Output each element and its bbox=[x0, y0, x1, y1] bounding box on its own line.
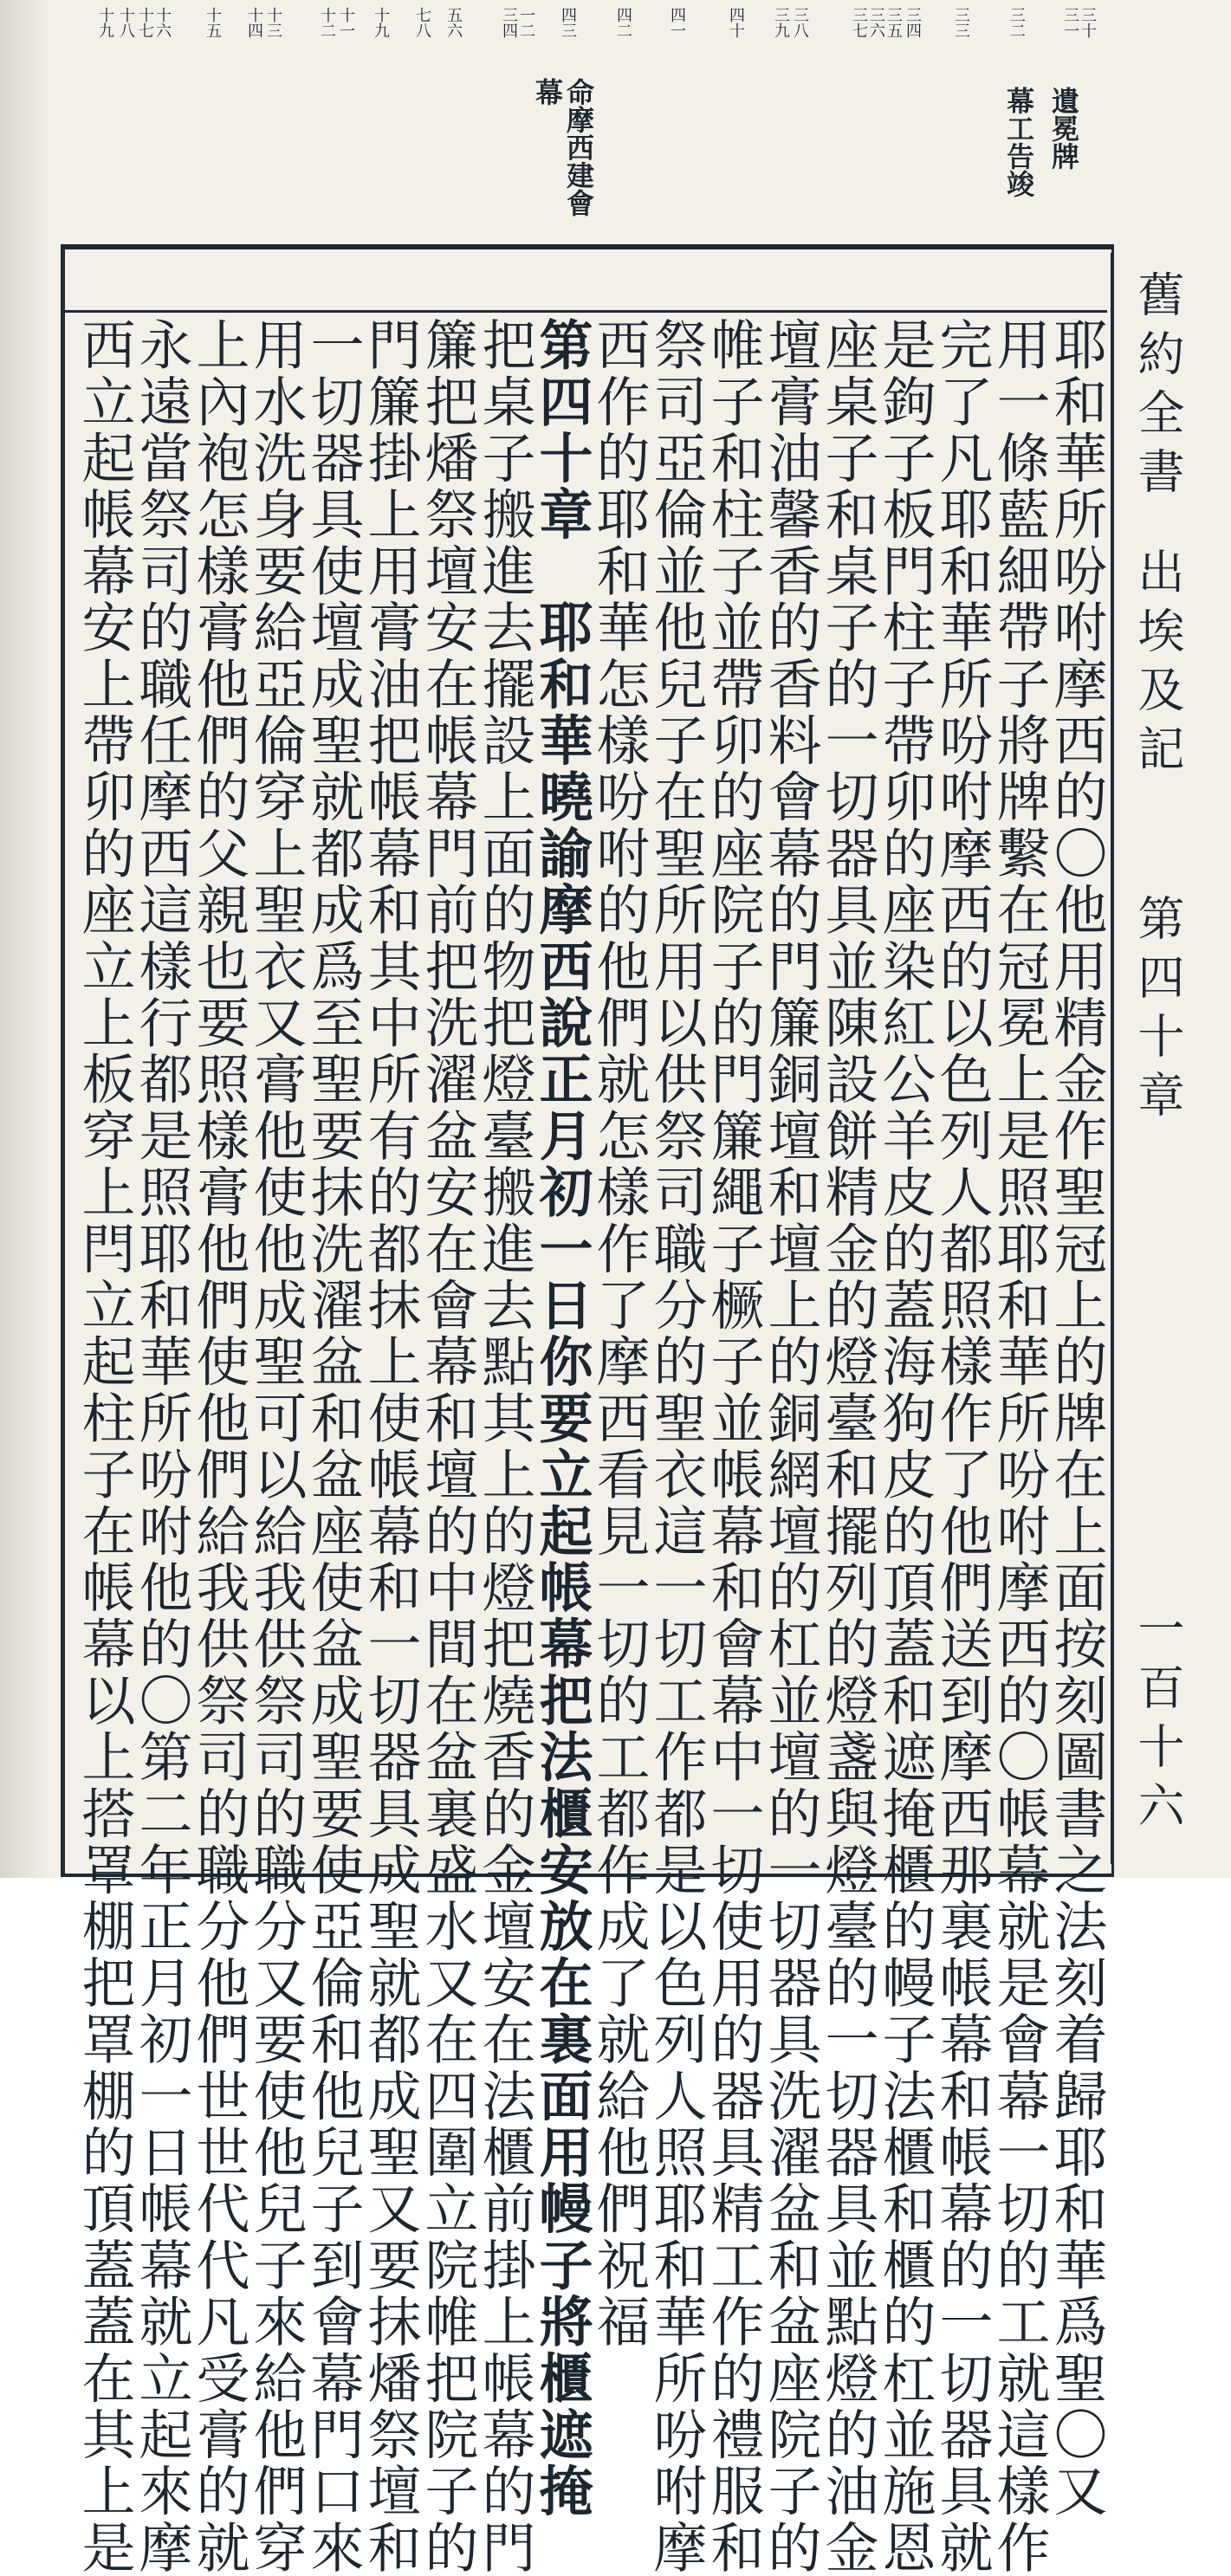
top-note-2: 幕工告竣 bbox=[1002, 87, 1035, 197]
text-column: 座桌子和桌子的一切器具並陳設餅精金的燈臺和擺列的燈盞與燈臺的一切器具並點燈的油金 bbox=[816, 317, 879, 2576]
verse-number: 一二 bbox=[517, 7, 535, 38]
verse-number-strip bbox=[65, 249, 1107, 313]
verse-number: 十一 bbox=[337, 7, 355, 38]
book-title: 舊約全書 bbox=[1131, 270, 1185, 506]
page-number: 一百十六 bbox=[1131, 1604, 1185, 1840]
verse-number: 三十 bbox=[1079, 7, 1097, 38]
text-column: 簾把燔祭壇安在帳幕門前把洗濯盆安在會幕和壇的中間在盆裏盛水又在四圍立院帷把院子的 bbox=[416, 317, 479, 2576]
verse-number: 五六 bbox=[444, 7, 463, 38]
text-column: 用一條藍細帶子將牌繫在冠冕上是照耶和華所吩咐摩西的〇帳幕就是會幕一切的工就這樣作 bbox=[988, 317, 1051, 2576]
running-header bbox=[1111, 253, 1208, 1864]
text-column: 西作的耶和華怎樣吩咐的他們就怎樣作了摩西看見一切的工都作成了就給他們祝福 bbox=[587, 317, 651, 2351]
text-column: 祭司亞倫並他兒子在聖所用以供祭司職分的聖衣這一切工作都是以色列人照耶和華所吩咐摩 bbox=[645, 317, 708, 2576]
verse-number: 三六 bbox=[867, 7, 885, 38]
verse-number: 三二 bbox=[1007, 7, 1026, 38]
verse-number: 三七 bbox=[850, 7, 868, 38]
text-column: 完了凡耶和華所吩咐摩西的以色列人都照樣作了他們送到摩西那裏帳幕和帳幕的一切器具就 bbox=[930, 317, 994, 2576]
verse-number: 三八 bbox=[791, 7, 809, 38]
body-text bbox=[73, 317, 1108, 2576]
verse-number: 四三 bbox=[559, 7, 577, 38]
verse-number: 三五 bbox=[884, 7, 903, 38]
text-column: 門簾掛上用膏油把帳幕和其中所有的都抹上使帳幕和一切器具成聖就都成聖又要抹燔祭壇和 bbox=[359, 317, 422, 2576]
text-column: 西立起帳幕安上帶卯的座立上板穿上閂立起柱子在帳幕以上搭罩棚把罩棚的頂蓋蓋在其上是 bbox=[73, 317, 136, 2576]
verse-number: 四二 bbox=[614, 7, 632, 38]
verse-number: 十四 bbox=[245, 7, 263, 38]
top-note-4: 幕 bbox=[531, 78, 564, 106]
text-column: 壇膏油馨香的香料會幕的門簾銅壇和壇上的銅網壇的杠並壇的一切器具洗濯盆和盆座院子的 bbox=[759, 317, 822, 2576]
verse-number: 三四 bbox=[500, 7, 518, 38]
verse-number: 十九 bbox=[96, 7, 114, 38]
verse-number: 三一 bbox=[1061, 7, 1079, 38]
page-fold-shadow bbox=[0, 0, 52, 1878]
verse-number: 十六 bbox=[153, 7, 172, 38]
top-note-1: 遺冕牌 bbox=[1047, 87, 1080, 170]
text-column: 帷子和柱子並帶卯的座院子的門簾繩子橛子並帳幕和會幕中一切使用的器具精工作的禮服和 bbox=[702, 317, 765, 2576]
top-note-3: 命摩西建會 bbox=[562, 78, 595, 217]
verse-number: 四一 bbox=[668, 7, 686, 38]
verse-number: 三三 bbox=[952, 7, 970, 38]
verse-number: 十二 bbox=[318, 7, 336, 38]
text-column: 用水洗身要給亞倫穿上聖衣又膏他使他成聖可以給我供祭司的職分又要使他兒子來給他們穿 bbox=[244, 317, 308, 2576]
text-column: 耶和華所吩咐摩西的〇他用精金作聖冠上的牌在上面按刻圖書之法刻着歸耶和華爲聖〇又 bbox=[1045, 317, 1108, 2520]
verse-number: 三九 bbox=[772, 7, 790, 38]
verse-number: 十八 bbox=[117, 7, 135, 38]
text-column: 是鉤子板門柱子帶卯的座染紅公羊皮的蓋海狗皮的頂蓋和遮掩櫃的幔子法櫃和櫃的杠並施恩 bbox=[873, 317, 936, 2576]
text-column: 上內袍怎樣膏他們的父親也要照樣膏他們使他們給我供祭司的職分他們世世代代凡受膏的就 bbox=[187, 317, 250, 2576]
chapter-heading: 第四十章 bbox=[1131, 894, 1185, 1129]
verse-number: 七八 bbox=[413, 7, 431, 38]
chapter-start-column: 第四十章 耶和華曉諭摩西說正月初一日你要立起帳幕把法櫃安放在裏面用幔子將櫃遮掩 bbox=[530, 317, 593, 2520]
verse-number: 十九 bbox=[372, 7, 390, 38]
verse-number: 十七 bbox=[136, 7, 154, 38]
verse-number: 十五 bbox=[204, 7, 222, 38]
text-column: 把桌子搬進去擺設上面的物把燈臺搬進去點其上的燈把燒香的金壇安在法櫃前掛上帳幕的門 bbox=[473, 317, 536, 2576]
section-title: 出埃及記 bbox=[1131, 547, 1185, 783]
verse-number: 十三 bbox=[264, 7, 282, 38]
text-column: 一切器具使壇成聖就都成爲至聖要抹洗濯盆和盆座使盆成聖要使亞倫和他兒子到會幕門口來 bbox=[301, 317, 365, 2576]
verse-number: 四十 bbox=[727, 7, 745, 38]
verse-number: 三四 bbox=[904, 7, 922, 38]
text-column: 永遠當祭司的職任摩西這樣行都是照耶和華所吩咐他的〇第二年正月初一日帳幕就立起來摩 bbox=[130, 317, 193, 2576]
